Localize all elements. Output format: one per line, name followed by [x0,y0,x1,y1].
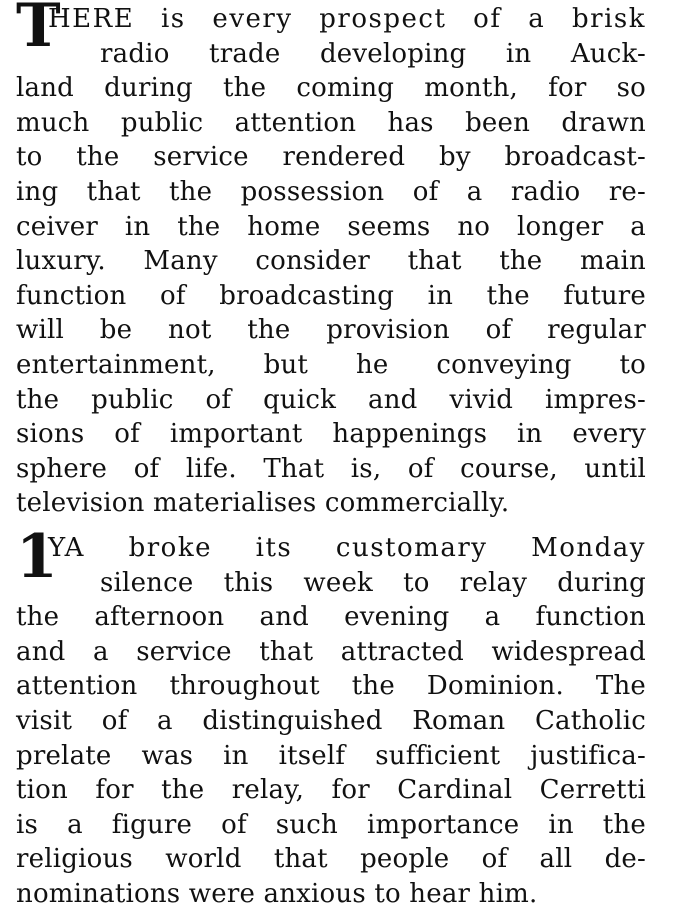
text-line: to the service rendered by broadcast- [16,142,646,173]
text-line: television materialises commercially. [16,488,510,519]
drop-cap: T [16,0,61,61]
text-line: sphere of life. That is, of course, until [16,453,646,484]
text-line: land during the coming month, for so [16,73,646,104]
text-line: prelate was in itself sufficient justifica- [16,740,646,771]
text-line: HERE is every prospect of a brisk [48,4,646,34]
text-line: the afternoon and evening a function [16,602,646,633]
text-line: luxury. Many consider that the main [16,246,646,277]
text-line: religious world that people of all de- [16,844,646,875]
text-line: silence this week to relay during [100,567,646,598]
text-line: will be not the provision of regular [16,315,646,346]
paragraph-radio-trade [16,2,646,521]
text-line: sions of important happenings in every [16,419,646,450]
text-line: is a figure of such importance in the [16,809,646,840]
text-line: and a service that attracted widespread [16,636,646,667]
drop-cap: 1 [16,522,58,592]
text-line: ceiver in the home seems no longer a [16,211,646,242]
paragraph-1ya-relay [16,522,646,912]
text-line: much public attention has been drawn [16,107,646,138]
text-line: entertainment, but he conveying to [16,349,646,380]
text-line: YA broke its customary Monday [48,533,646,563]
text-line: tion for the relay, for Cardinal Cerretti [16,775,646,806]
text-line: ing that the possession of a radio re- [16,176,646,207]
text-line: function of broadcasting in the future [16,280,646,311]
text-line: the public of quick and vivid impres- [16,384,646,415]
text-line: attention throughout the Dominion. The [16,671,646,702]
text-line: visit of a distinguished Roman Catholic [16,705,646,736]
text-line: nominations were anxious to hear him. [16,878,538,909]
text-line: radio trade developing in Auck- [100,38,646,69]
